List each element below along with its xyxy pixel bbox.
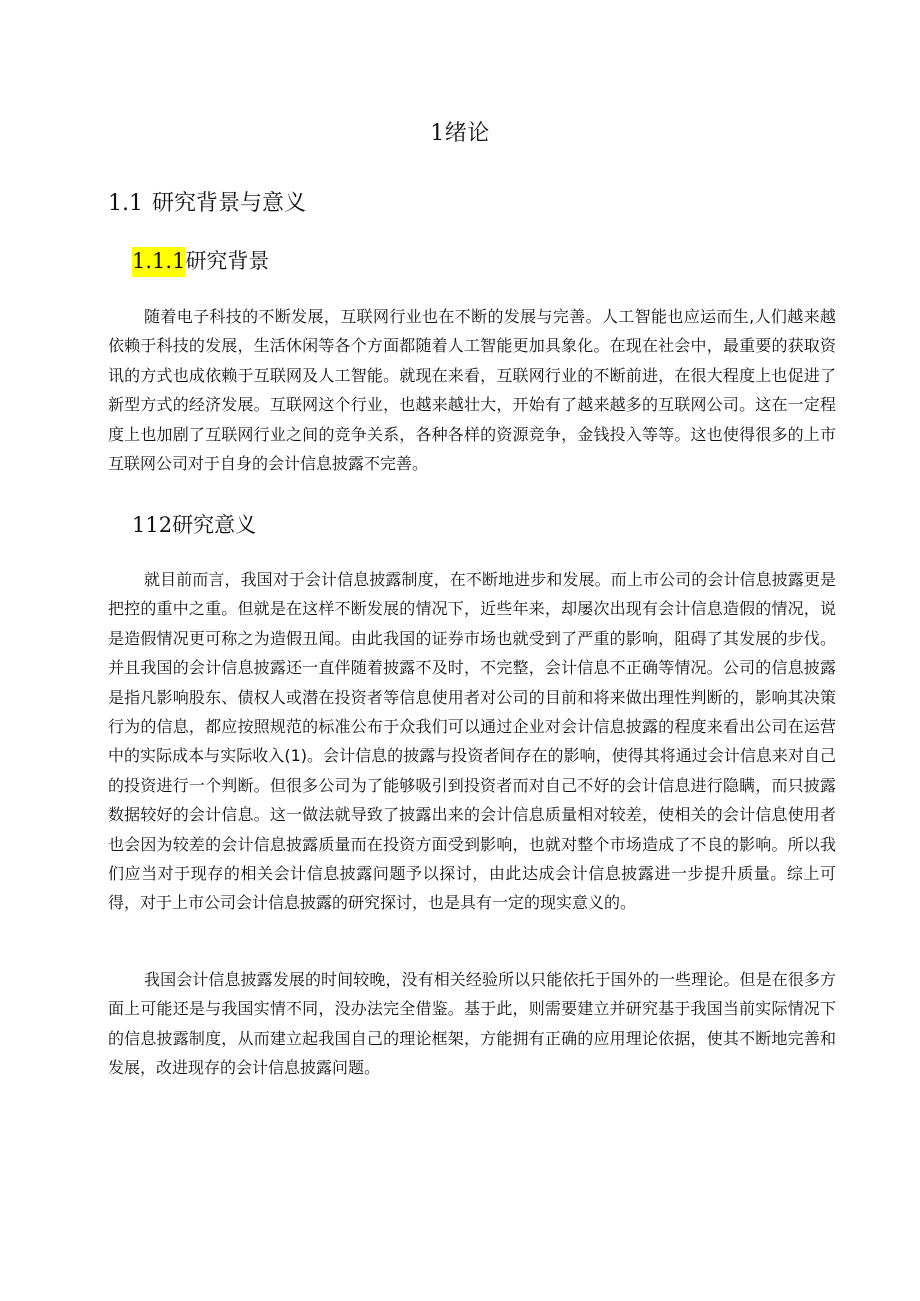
chapter-heading [0, 118, 920, 150]
paragraph-significance-1: 就目前而言，我国对于会计信息披露制度，在不断地进步和发展。而上市公司的会计信息披露更是把控的重中之重。但就是在这样不断发展的情况下，近些年来，却屡次出现有会计信息造假的情况，说是造假情况更可称之为造假丑闻。由此我国的证券市场也就受到了严重的影响，阻碍了其发展的步伐。并且我国的会计信息披露还一直伴随着披露不及时，不完整，会计信息不正确等情况。公司的信息披露是指凡影响股东、债权人或潜在投资者等信息使用者对公司的目前和将来做出理性判断的，影响其决策行为的信息，都应按照规范的标准公布于众我们可以通过企业对会计信息披露的程度来看出公司在运营中的实际成本与实际收入(1)。会计信息的披露与投资者间存在的影响，使得其将通过会计信息来对自己的投资进行一个判断。但很多公司为了能够吸引到投资者而对自己不好的会计信息进行隐瞒，而只披露数据较好的会计信息。这一做法就导致了披露出来的会计信息质量相对较差，使相关的会计信息使用者也会因为较差的会计信息披露质量而在投资方面受到影响，也就对整个市场造成了不良的影响。所以我们应当对于现存的相关会计信息披露问题予以探讨，由此达成会计信息披露进一步提升质量。综上可得，对于上市公司会计信息披露的研究探讨，也是具有一定的现实意义的。 [108, 570, 836, 913]
subsection-title: 研究背景 [185, 249, 270, 273]
chapter-title: 绪论 [444, 121, 490, 146]
subsection-heading-background [132, 246, 269, 276]
chapter-number: 1 [430, 121, 445, 146]
subsection-title: 研究意义 [172, 513, 257, 537]
subsection-number: 112 [132, 513, 173, 537]
section-heading [108, 188, 306, 220]
subsection-number-highlighted: 1.1.1 [132, 247, 185, 277]
subsection-heading-significance [132, 510, 256, 540]
section-title: 研究背景与意义 [152, 191, 307, 216]
paragraph-significance-2: 我国会计信息披露发展的时间较晚，没有相关经验所以只能依托于国外的一些理论。但是在很多方面上可能还是与我国实情不同，没办法完全借鉴。基于此，则需要建立并研究基于我国当前实际情况下的信息披露制度，从而建立起我国自己的理论框架，方能拥有正确的应用理论依据，使其不断地完善和发展，改进现存的会计信息披露问题。 [108, 970, 836, 1078]
paragraph-background: 随着电子科技的不断发展，互联网行业也在不断的发展与完善。人工智能也应运而生,人们越来越依赖于科技的发展，生活休闲等各个方面都随着人工智能更加具象化。在现在社会中，最重要的获取资讯的方式也成依赖于互联网及人工智能。就现在来看，互联网行业的不断前进，在很大程度上也促进了新型方式的经济发展。互联网这个行业，也越来越壮大，开始有了越来越多的互联网公司。这在一定程度上也加剧了互联网行业之间的竞争关系，各种各样的资源竞争，金钱投入等等。这也使得很多的上市互联网公司对于自身的会计信息披露不完善。 [108, 307, 836, 474]
section-number: 1.1 [108, 191, 143, 216]
